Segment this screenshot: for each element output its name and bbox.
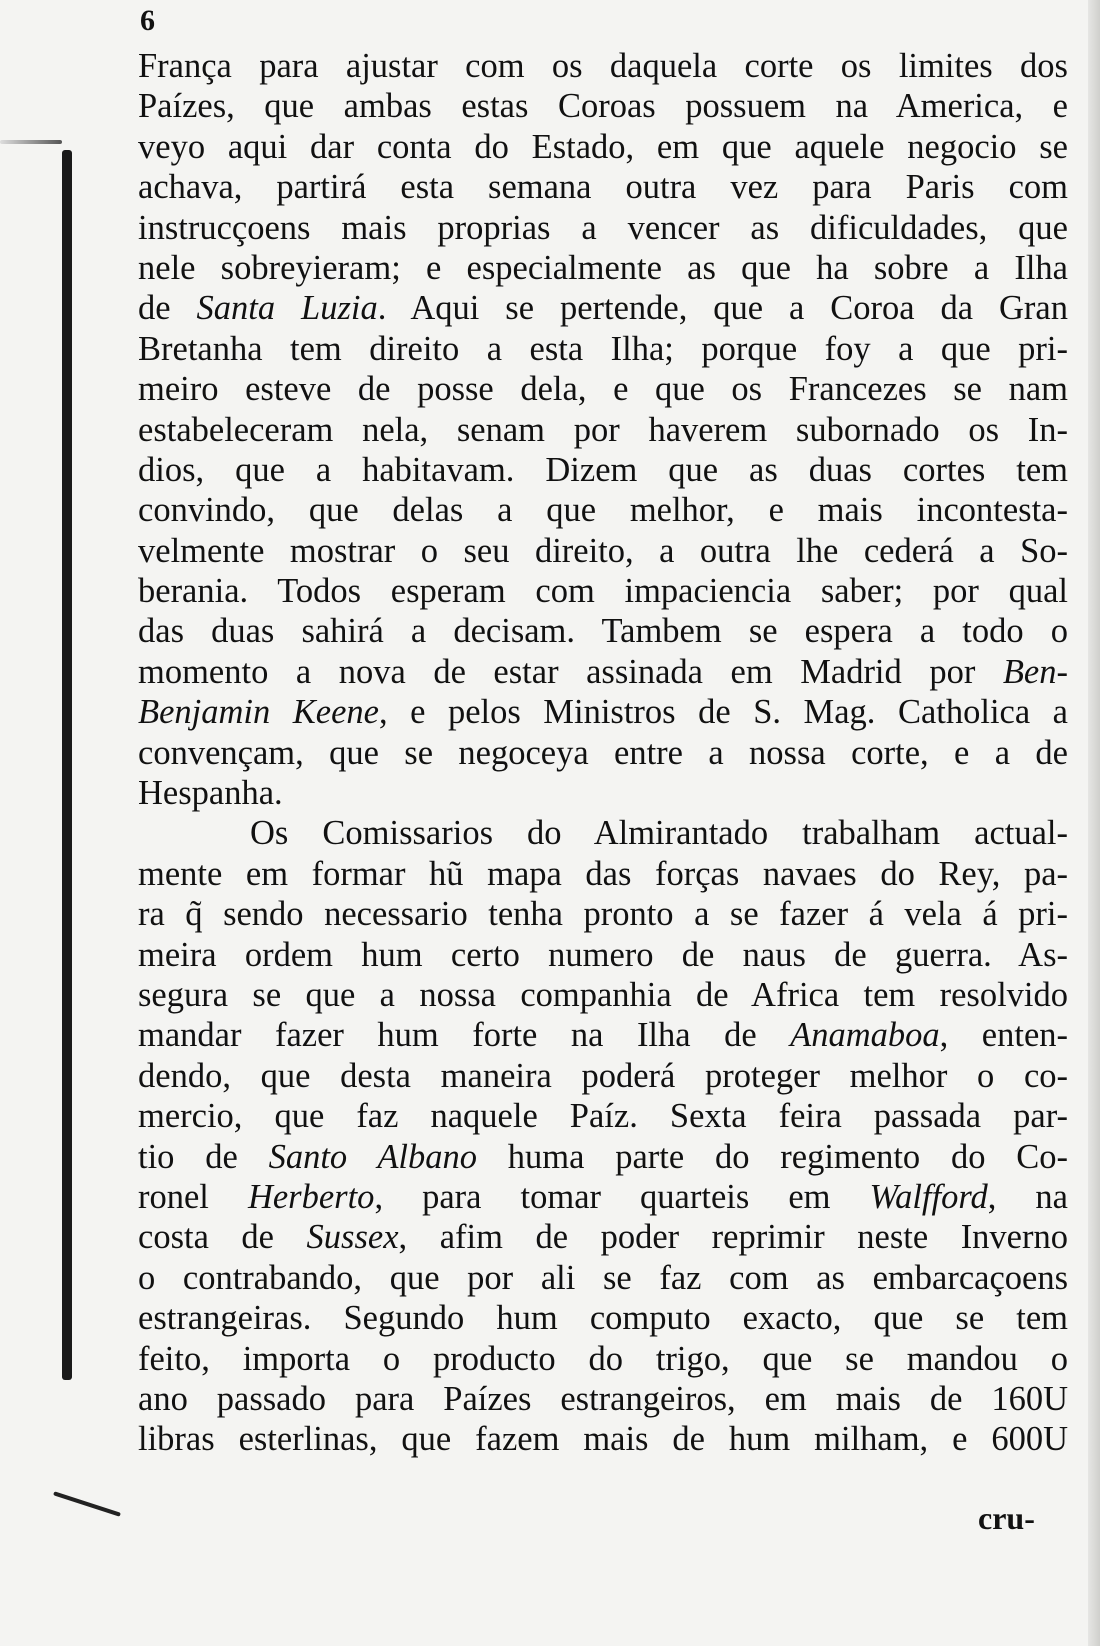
text-line-30: costa de Sussex, afim de poder reprimir neste Inverno [138, 1218, 1068, 1257]
italic-place-santa-luzia: Santa Luzia [196, 289, 378, 328]
italic-name-benjamin-keene: Benjamin Keene [138, 693, 379, 732]
binding-edge [62, 150, 72, 1380]
text-line-34: ano passado para Paízes estrangeiros, em mais de 160U [138, 1379, 1068, 1418]
text-line-29: ronel Herberto, para tomar quarteis em Walfford, na [138, 1177, 1068, 1216]
text-line-18: convençam, que se negoceya entre a nossa corte, e a de [138, 733, 1068, 772]
ink-mark [53, 1491, 121, 1516]
text-line-16: momento a nova de estar assinada em Madrid por Ben- [138, 652, 1068, 691]
text-line-17: Benjamin Keene, e pelos Ministros de S. Mag. Catholica a [138, 693, 1068, 732]
text-line-11: dios, que a habitavam. Dizem que as duas cortes tem [138, 450, 1068, 489]
text-line-23: meira ordem hum certo numero de naus de guerra. As- [138, 935, 1068, 974]
text-line-33: feito, importa o producto do trigo, que se mandou o [138, 1339, 1068, 1378]
text-line-5: instrucçoens mais proprias a vencer as dificuldades, que [138, 208, 1068, 247]
text-line-7: de Santa Luzia. Aqui se pertende, que a Coroa da Gran [138, 289, 1068, 328]
page-edge [1088, 0, 1100, 1646]
text-line-8: Bretanha tem direito a esta Ilha; porque foy a que pri- [138, 329, 1068, 368]
body-text [138, 46, 1068, 1460]
text-line-1: França para ajustar com os daquela corte os limites dos [138, 47, 1068, 85]
catchword: cru- [978, 1500, 1035, 1536]
text-line-31: o contrabando, que por ali se faz com as embarcaçoens [138, 1258, 1068, 1297]
text-line-27: mercio, que faz naquele Paíz. Sexta feira passada par- [138, 1097, 1068, 1136]
page-number: 6 [140, 4, 156, 37]
text-line-4: achava, partirá esta semana outra vez para Paris com [138, 168, 1068, 207]
text-line-6: nele sobreyieram; e especialmente as que ha sobre a Ilha [138, 248, 1068, 287]
text-line-3: veyo aqui dar conta do Estado, em que aquele negocio se [138, 127, 1068, 166]
text-line-21: mente em formar hũ mapa das forças navaes do Rey, pa- [138, 854, 1068, 893]
text-line-2: Paízes, que ambas estas Coroas possuem na America, e [138, 87, 1068, 126]
text-line-35: libras esterlinas, que fazem mais de hum milham, e 600U [138, 1420, 1068, 1459]
text-line-26: dendo, que desta maneira poderá proteger melhor o co- [138, 1056, 1068, 1095]
italic-place-walfford: Walfford [869, 1177, 988, 1216]
binding-shadow [0, 140, 62, 144]
text-line-25: mandar fazer hum forte na Ilha de Anamaboa, enten- [138, 1016, 1069, 1055]
text-line-19: Hespanha. [138, 774, 283, 813]
italic-place-sussex: Sussex [306, 1218, 399, 1257]
text-line-12: convindo, que delas a que melhor, e mais incontesta- [138, 491, 1068, 530]
italic-place-santo-albano: Santo Albano [268, 1137, 477, 1176]
text-line-15: das duas sahirá a decisam. Tambem se espera a todo o [138, 612, 1068, 651]
text-line-13: velmente mostrar o seu direito, a outra lhe cederá a So- [138, 531, 1068, 570]
text-line-22: ra q̃ sendo necessario tenha pronto a se fazer á vela á pri- [138, 895, 1068, 934]
text-line-10: estabeleceram nela, senam por haverem subornado os In- [138, 410, 1068, 449]
text-line-24: segura se que a nossa companhia de Africa tem resolvido [138, 975, 1068, 1014]
text-line-28: tio de Santo Albano huma parte do regimento do Co- [138, 1137, 1068, 1176]
text-line-20: Os Comissarios do Almirantado trabalham actual- [250, 814, 1068, 853]
text-line-9: meiro esteve de posse dela, e que os Francezes se nam [138, 370, 1068, 409]
italic-place-anamaboa: Anamaboa [790, 1016, 940, 1055]
italic-name-herberto: Herberto [247, 1177, 375, 1216]
text-line-14: berania. Todos esperam com impaciencia saber; por qual [138, 572, 1068, 611]
text-line-32: estrangeiras. Segundo hum computo exacto, que se tem [138, 1299, 1068, 1338]
